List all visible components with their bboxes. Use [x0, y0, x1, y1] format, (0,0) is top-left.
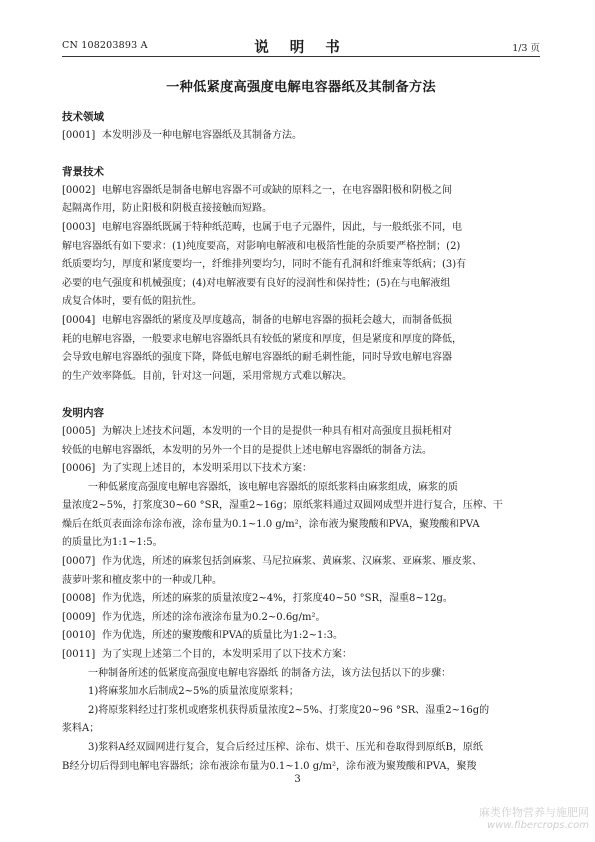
document-body [62, 108, 540, 776]
paragraph-line: 作为优选，所述的涂布液涂布量为0.2~0.6g/m²。 [102, 611, 326, 623]
watermark-site-name: 麻类作物营养与施肥网 [479, 806, 589, 819]
paragraph-line: 一种低紧度高强度电解电容器纸，该电解电容器纸的原纸浆料由麻浆组成，麻浆的质 [88, 481, 458, 493]
section-heading-tech-field: 技术领域 [62, 111, 104, 123]
paragraph-line: 本发明涉及一种电解电容器纸及其制备方法。 [102, 129, 302, 141]
paragraph-line: 3)浆料A经双圆网进行复合，复合后经过压榨、涂布、烘干、压光和卷取得到原纸B，原纸 [88, 742, 483, 753]
paragraph-number: [0004] [62, 314, 96, 326]
paragraph-line: 耗的电解电容器，一般要求电解电容器纸具有较低的紧度和厚度，但是紧度和厚度的降低， [62, 333, 462, 345]
paragraph-number: [0010] [62, 630, 96, 642]
paragraph-0010 [62, 627, 540, 646]
paragraph-line: 量浓度2~5%，打浆度30~60 °SR，湿重2~16g；原纸浆料通过双圆网成型并进行复合，压榨、干 [62, 500, 503, 512]
section-heading-background: 背景技术 [62, 166, 104, 179]
paragraph-number: [0001] [62, 129, 96, 141]
paragraph-line: 1)将麻浆加水后制成2~5%的质量浓度原浆料； [88, 686, 299, 698]
paragraph-line: 的质量比为1:1~1:5。 [62, 537, 163, 549]
paragraph-0011 [62, 646, 540, 776]
paragraph-line: 为解决上述技术问题，本发明的一个目的是提供一种具有相对高强度且损耗相对 [102, 425, 452, 437]
paragraph-line: 电解电容器纸既属于特种纸范畴，也属于电子元器件，因此，与一般纸张不同，电 [102, 221, 462, 233]
patent-number: CN 108203893 A [62, 40, 148, 51]
paragraph-line: 电解电容器纸的紧度及厚度越高，制备的电解电容器的损耗会越大，而制备低损 [102, 314, 452, 326]
page-number: 3 [294, 774, 301, 785]
paragraph-0004 [62, 312, 540, 386]
paragraph-line: 纸质要均匀，厚度和紧度要均一，纤维排列要均匀，同时不能有孔洞和纤维束等纸病；(3)有 [62, 259, 467, 271]
document-type-heading: 说 明 书 [254, 39, 348, 56]
paragraph-number: [0007] [62, 556, 96, 568]
site-watermark [479, 806, 589, 832]
paragraph-line: 解电容器纸有如下要求：(1)纯度要高，对影响电解液和电极箔性能的杂质要严格控制；(2) [62, 240, 461, 252]
paragraph-line: 燥后在纸页表面涂布涂布液，涂布量为0.1~1.0 g/m²，涂布液为聚羧酸和PVA，聚羧酸和PVA [62, 518, 480, 530]
paragraph-line: 的生产效率降低。目前，针对这一问题，采用常规方式难以解决。 [62, 370, 352, 382]
paragraph-line: 为了实现上述目的，本发明采用以下技术方案： [102, 463, 312, 475]
paragraph-number: [0008] [62, 593, 96, 605]
paragraph-number: [0009] [62, 611, 96, 623]
page-header [62, 36, 540, 57]
paragraph-number: [0002] [62, 184, 96, 196]
paragraph-number: [0003] [62, 221, 96, 233]
paragraph-line: 作为优选，所述的聚羧酸和PVA的质量比为1:2~1:3。 [102, 630, 344, 642]
paragraph-line: 电解电容器纸是制备电解电容器不可或缺的原料之一，在电容器阳极和阴极之间 [102, 184, 452, 196]
paragraph-line: 菠萝叶浆和檀皮浆中的一种或几种。 [62, 574, 222, 586]
watermark-url: www.fibercrops.com [487, 820, 589, 831]
paragraph-0005 [62, 423, 540, 460]
document-title: 一种低紧度高强度电解电容器纸及其制备方法 [166, 80, 436, 95]
paragraph-0006 [62, 460, 540, 553]
paragraph-line: 会导致电解电容器纸的强度下降，降低电解电容器纸的耐毛刺性能，同时导致电解电容器 [62, 352, 452, 364]
section-heading-content: 发明内容 [62, 407, 104, 420]
paragraph-0008 [62, 590, 540, 609]
paragraph-line: 较低的电解电容器纸，本发明的另外一个目的是提供上述电解电容器纸的制备方法。 [62, 444, 432, 456]
paragraph-number: [0011] [62, 649, 96, 661]
paragraph-number: [0005] [62, 425, 96, 437]
paragraph-line: 成复合体时，要有低的阻抗性。 [62, 296, 202, 308]
paragraph-line: 2)将原浆料经过打浆机或磨浆机获得质量浓度2~5%、打浆度20~96 °SR、湿重2~16g的 [88, 704, 490, 716]
paragraph-0002 [62, 182, 540, 219]
paragraph-number: [0006] [62, 463, 96, 475]
paragraph-line: 为了实现上述第二个目的，本发明采用了以下技术方案： [102, 649, 352, 661]
paragraph-line: 起隔离作用，防止阳极和阴极直接接触而短路。 [62, 203, 272, 215]
paragraph-0007 [62, 553, 540, 590]
paragraph-0009 [62, 609, 540, 628]
paragraph-0001 [62, 127, 540, 146]
paragraph-line: 作为优选，所述的麻浆包括剑麻浆、马尼拉麻浆、黄麻浆、汉麻浆、亚麻浆、雁皮浆、 [102, 556, 482, 568]
paragraph-line: 浆料A； [62, 723, 100, 735]
paragraph-0003 [62, 219, 540, 312]
paragraph-line: B经分切后得到电解电容器纸；涂布液涂布量为0.1~1.0 g/m²，涂布液为聚羧酸和PVA，聚羧 [62, 760, 477, 772]
paragraph-line: 一种制备所述的低紧度高强度电解电容器纸 的制备方法，该方法包括以下的步骤： [88, 667, 452, 679]
paragraph-line: 作为优选，所述的麻浆的质量浓度2~4%，打浆度40~50 °SR，湿重8~12g。 [102, 593, 453, 605]
page-indicator: 1/3 页 [512, 43, 540, 54]
paragraph-line: 必要的电气强度和机械强度；(4)对电解液要有良好的浸润性和保持性；(5)在与电解液组 [62, 277, 451, 289]
